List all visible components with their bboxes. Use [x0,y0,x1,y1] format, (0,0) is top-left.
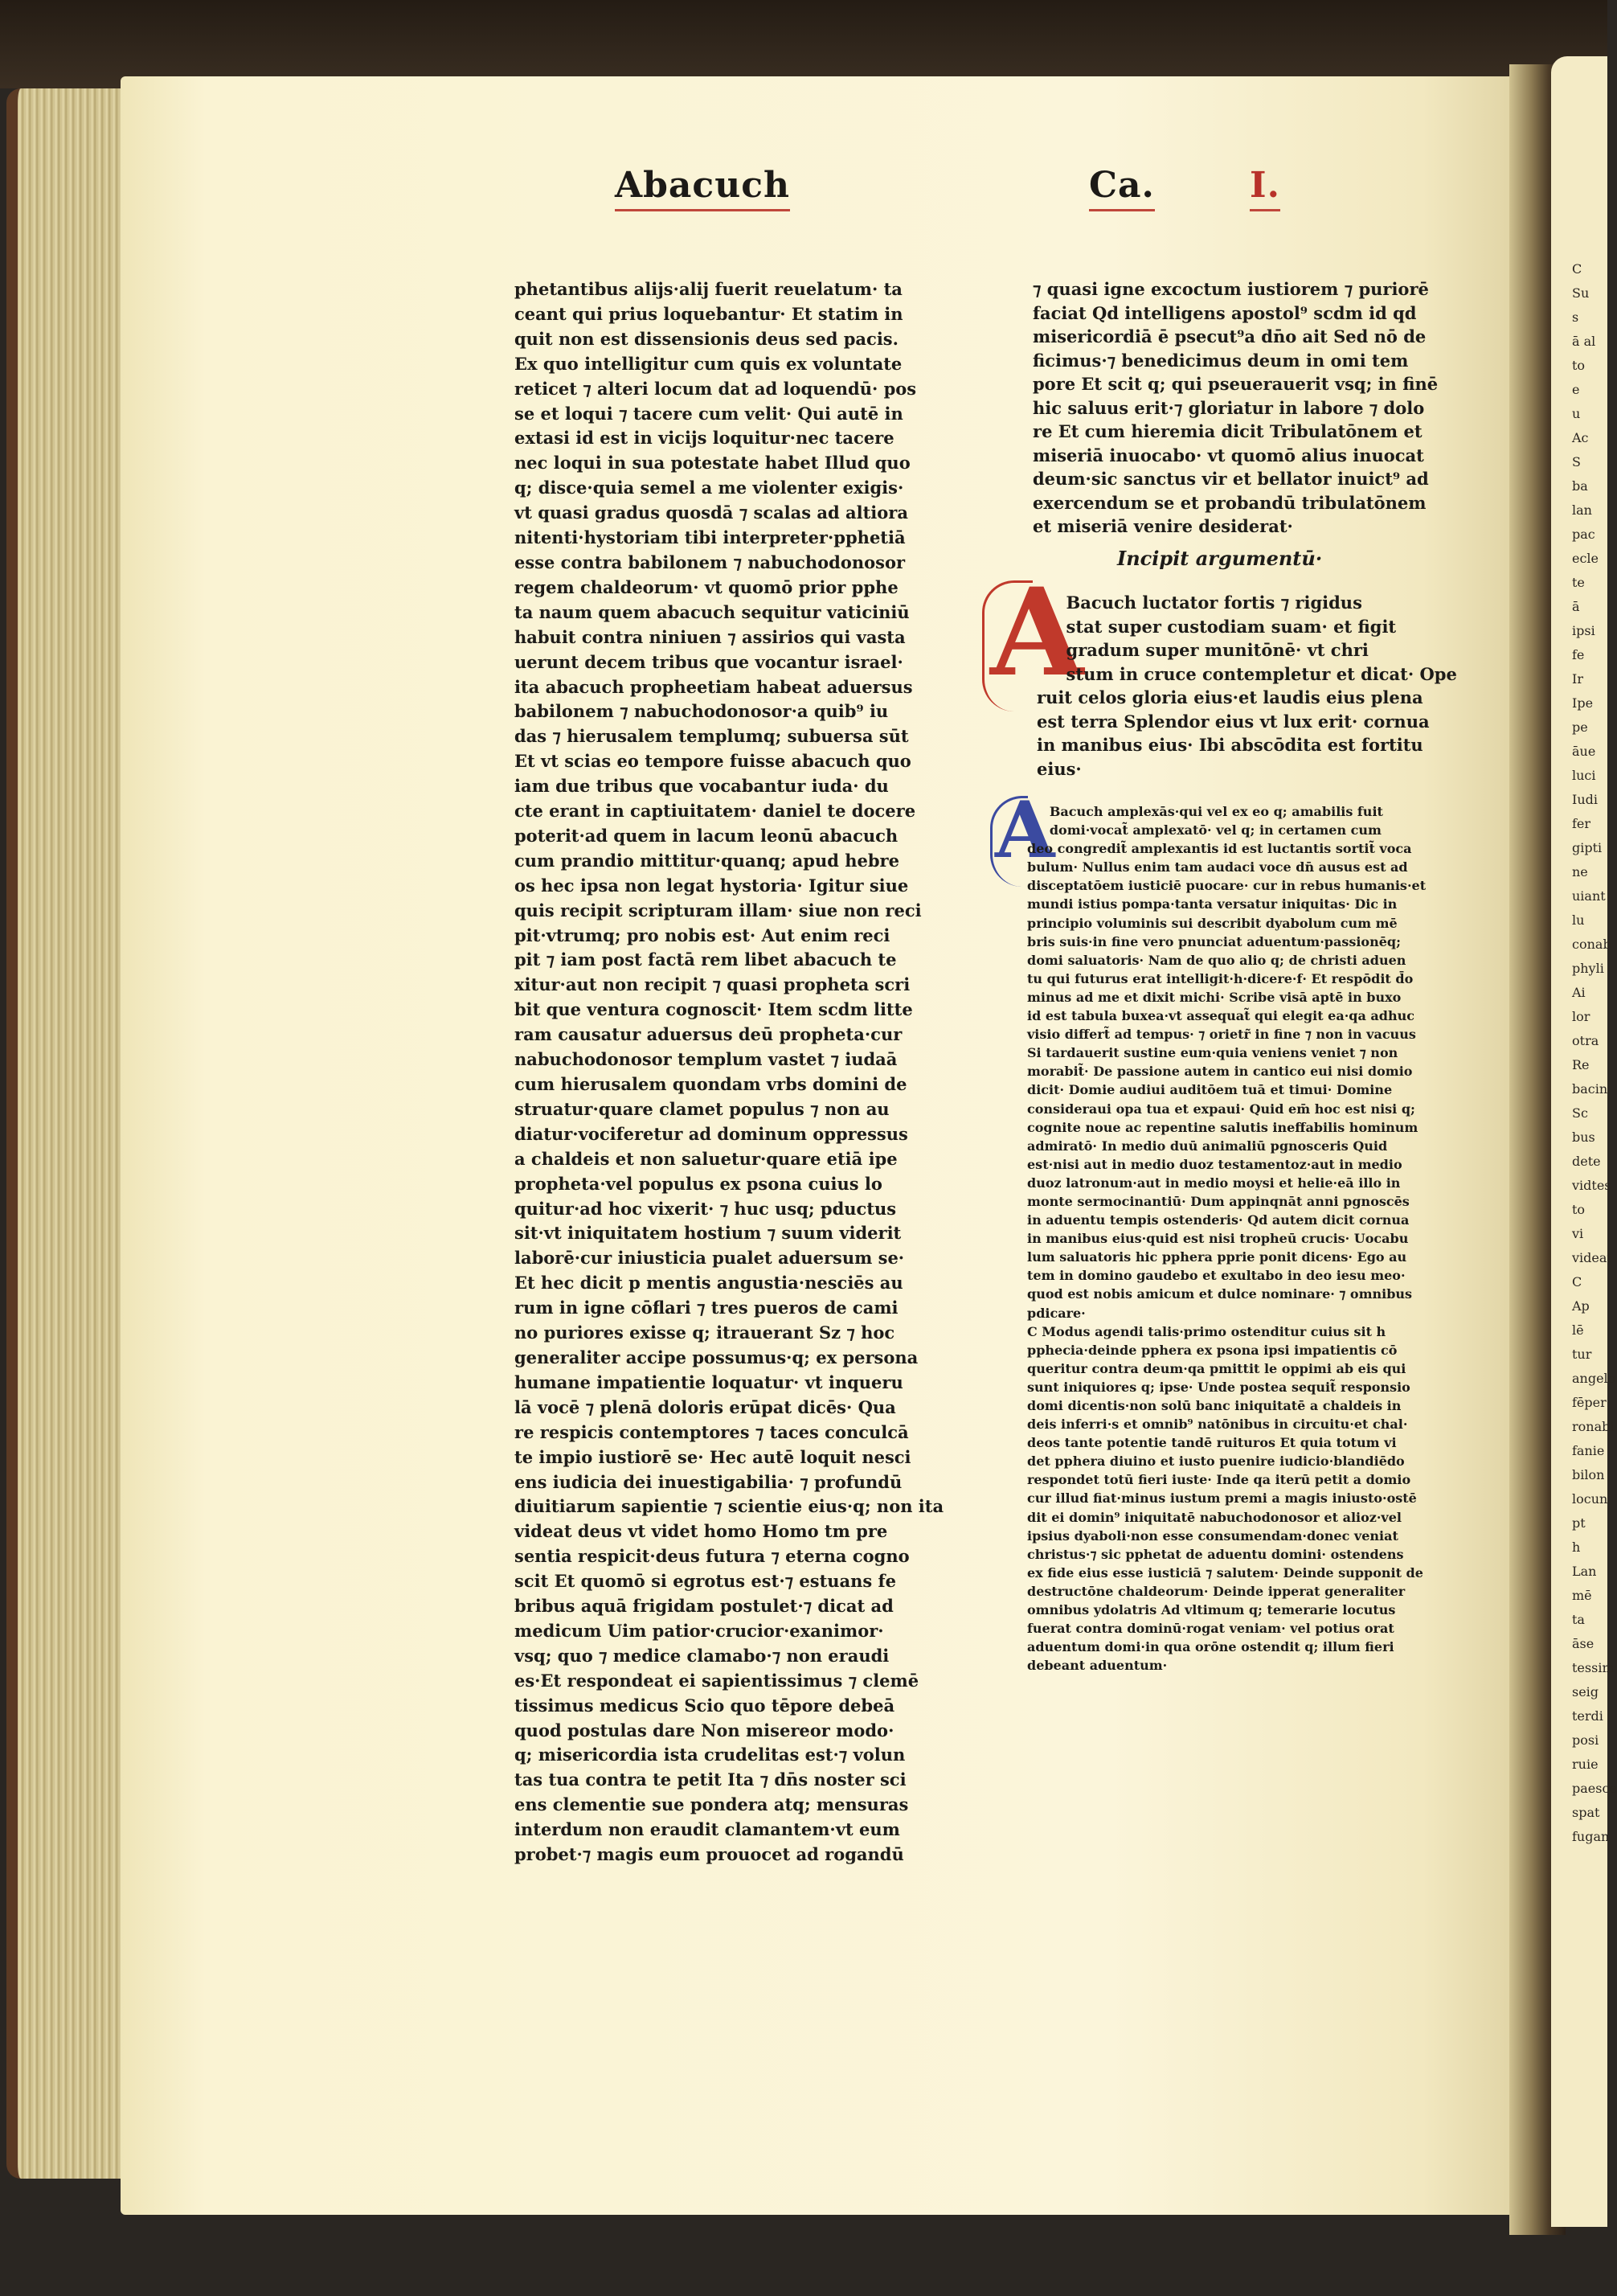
fragment-line: to [1572,358,1586,373]
text-line: Et vt scias eo tempore fuisse abacuch quo [514,751,911,772]
fragment-line: fer [1572,816,1591,831]
text-line: nabuchodonosor templum vastet ⁊ iudaā [514,1049,898,1070]
text-line: misericordiā ē psecut⁹a dn̄o ait Sed nō de [1033,326,1427,346]
text-line: regem chaldeorum· vt quomō prior pphe [514,576,899,597]
text-line: pore Et scit q; qui pseuerauerit vsq; in finē [1033,374,1439,394]
text-line: lā vocē ⁊ plenā doloris erūpat dicēs· Qua [514,1396,896,1417]
commentary-line: ipsius dyaboli·non esse consumendam·donec veniat [1027,1527,1398,1544]
text-line: faciat Qd intelligens apostol⁹ scdm id qd [1033,302,1417,323]
fragment-line: ā [1572,599,1580,614]
commentary-line: deo congredit̃ amplexantis id est luctantis sortit̃ voca [1027,841,1412,857]
fragment-line: fugan [1572,1829,1610,1844]
text-line: se et loqui ⁊ tacere cum velit· Qui autē in [514,403,903,424]
commentary-line: det pphera diuino et iusto puenire iudicio·blandiēdo [1027,1453,1405,1470]
commentary-line: omnibus ydolatris Ad vltimum q; temerarie locutus [1027,1602,1396,1618]
argument-line: stum in cruce contempletur et dicat· Ope [1037,663,1457,684]
text-line: ens clementie sue pondera atq; mensuras [514,1794,909,1815]
text-line: poterit·ad quem in lacum leonū abacuch [514,825,899,846]
text-line: humane impatientie loquatur· vt inqueru [514,1371,903,1392]
fragment-line: te [1572,575,1585,590]
fragment-line: videat [1572,1250,1612,1265]
text-line: hic saluus erit·⁊ gloriatur in labore ⁊ dolo [1033,397,1425,418]
fragment-line: fēper [1572,1395,1607,1410]
text-line: te impio iustiorē se· Hec autē loquit nesci [514,1446,911,1467]
commentary-line: Bacuch amplexās·qui vel ex eo q; amabilis fuit [1027,804,1383,819]
text-line: ceant qui prius loquebantur· Et statim in [514,303,903,324]
text-line: Et hec dicit p mentis angustia·nesciēs au [514,1273,903,1294]
commentary-line: dicit· Domie audiui auditōem tuā et timui· Domine [1027,1082,1393,1098]
text-line: quod postulas dare Non misereor modo· [514,1720,894,1740]
commentary-line: christus·⁊ sic pphetat de aduentu domini· ostendens [1027,1546,1404,1562]
text-line: vt quasi gradus quosdā ⁊ scalas ad altiora [514,502,908,523]
commentary-text [1027,802,1427,1675]
fragment-line: paesce [1572,1781,1617,1796]
running-head-chapter-label [1089,165,1155,221]
commentary-line: monte sermocinantiū· Dum appinqnāt anni pgnoscēs [1027,1193,1410,1209]
fragment-line: āue [1572,744,1596,759]
text-line: deum·sic sanctus vir et bellator inuict⁹ ad [1033,469,1429,489]
commentary-line: admiratō· In medio duū animaliū pgnosceris Quid [1027,1138,1388,1154]
fragment-line: C [1572,261,1582,277]
facing-page-text-fragment [1572,257,1617,1849]
commentary-line: id est tabula buxea·vt assequat̃ qui elegit ea·qa adhuc [1027,1008,1414,1024]
fragment-line: pt [1572,1515,1586,1531]
fragment-line: ba [1572,478,1588,494]
red-illuminated-initial: A [990,562,1084,703]
text-line: generaliter accipe possumus·q; ex persona [514,1347,919,1367]
text-line: bit que ventura cognoscit· Item scdm litte [514,999,913,1020]
fragment-line: Re [1572,1057,1590,1072]
text-line: quis recipit scripturam illam· siue non reci [514,900,922,920]
argument-line: ruit celos gloria eius·et laudis eius plena [1037,687,1423,707]
commentary-line: sunt iniquiores q; ipse· Unde postea sequit̃ responsio [1027,1379,1410,1395]
fragment-line: Iudi [1572,792,1598,807]
fragment-line: tessim [1572,1660,1615,1675]
text-line: phetantibus alijs·alij fuerit reuelatum· ta [514,279,903,299]
fragment-line: luci [1572,768,1596,783]
text-line: q; disce·quia semel a me violenter exigis· [514,478,904,498]
fragment-line: dete [1572,1154,1601,1169]
fragment-line: āse [1572,1636,1594,1651]
commentary-line: est·nisi aut in medio duoz testamentoz·aut in medio [1027,1156,1402,1172]
fragment-line: to [1572,1202,1586,1217]
fragment-line: Su [1572,285,1590,301]
text-line: miseriā inuocabo· vt quomō alius inuocat [1033,445,1424,465]
text-line: probet·⁊ magis eum prouocet ad rogandū [514,1844,904,1865]
text-line: interdum non eraudit clamantem·vt eum [514,1819,900,1840]
commentary-line: Si tardauerit sustine eum·quia veniens veniet ⁊ non [1027,1045,1398,1061]
commentary-line: dit ei domin⁹ iniquitatē nabuchodonosor et alioz·vel [1027,1509,1402,1525]
argument-line: gradum super munitōnē· vt chri [1037,640,1369,660]
commentary-line: minus ad me et dixit michi· Scribe visā aptē in buxo [1027,989,1402,1005]
text-line: quit non est dissensionis deus sed pacis. [514,328,899,349]
fragment-line: fe [1572,647,1585,662]
running-head-left [615,165,790,221]
fragment-line: pac [1572,527,1595,542]
fragment-line: ronabi [1572,1419,1615,1434]
running-head-title: Abacuch [615,165,790,211]
fragment-line: otra [1572,1033,1599,1048]
fragment-line: lu [1572,912,1585,928]
commentary-line: aduentum domi·in qua orōne ostendit q; illum fieri [1027,1639,1394,1655]
argument-heading: Incipit argumentū· [1117,547,1323,570]
commentary-line: respondet totū fieri iuste· Inde qa iterū petit a domio [1027,1472,1411,1488]
fragment-line: lan [1572,502,1592,518]
fragment-line: uiant [1572,888,1606,904]
text-line: iam due tribus que vocabantur iuda· du [514,776,889,797]
fragment-line: bus [1572,1130,1595,1145]
fragment-line: Sc [1572,1105,1588,1121]
fragment-line: bacin [1572,1081,1608,1097]
fragment-line: gipti [1572,840,1603,855]
text-line: sentia respicit·deus futura ⁊ eterna cogno [514,1546,910,1567]
text-line: esse contra babilonem ⁊ nabuchodonosor [514,551,906,572]
fragment-line: Ai [1572,985,1586,1000]
commentary-line: destructōne chaldeorum· Deinde ipperat generaliter [1027,1583,1406,1599]
fragment-line: e [1572,382,1580,397]
commentary-line: visio differt̃ ad tempus· ⁊ orietr̃ in fine ⁊ non in vacuus [1027,1027,1416,1043]
chapter-label: Ca. [1089,165,1155,211]
commentary-line: C Modus agendi talis·primo ostenditur cuius sit h [1027,1323,1386,1339]
text-line: ta naum quem abacuch sequitur vaticiniū [514,601,910,622]
text-line: bribus aquā frigidam postulet·⁊ dicat ad [514,1596,894,1617]
argument-line: Bacuch luctator fortis ⁊ rigidus [1037,592,1362,613]
text-line: exercendum se et probandū tribulatōnem [1033,492,1427,513]
text-line: re Et cum hieremia dicit Tribulatōnem et [1033,421,1423,441]
fragment-line: ta [1572,1612,1585,1627]
text-line: a chaldeis et non saluetur·quare etiā ipe [514,1148,898,1169]
fragment-line: tur [1572,1347,1592,1362]
fragment-line: ā al [1572,334,1596,349]
text-line: scit Et quomō si egrotus est·⁊ estuans fe [514,1571,896,1592]
commentary-line: tu qui futurus erat intelligit·h·dicere·f· Et respōdit d̄o [1027,970,1414,986]
fragment-line: locun [1572,1491,1608,1507]
fragment-line: bilon [1572,1467,1605,1482]
commentary-line: domi saluatoris· Nam de quo alio q; de christi aduen [1027,952,1406,968]
commentary-line: bris suis·in fine vero pnunciat aduentum·passionēq; [1027,933,1401,949]
binding-edge [0,0,1607,88]
fragment-line: seig [1572,1684,1599,1699]
commentary-line: domi·vocat̃ amplexatō· vel q; in certamen cum [1027,822,1382,838]
text-line: xitur·aut non recipit ⁊ quasi propheta scri [514,974,911,995]
text-line: medicum Uim patior·crucior·exanimor· [514,1620,884,1641]
text-line: sit·vt iniquitatem hostium ⁊ suum viderit [514,1223,902,1244]
text-line: ⁊ quasi igne excoctum iustiorem ⁊ puriorē [1033,279,1429,299]
commentary-line: lum saluatoris hic pphera pprie ponit dicens· Ego au [1027,1249,1407,1265]
commentary-line: cognite noue ac repentine salutis ineffabilis hominum [1027,1119,1418,1135]
fragment-line: ipsi [1572,623,1595,638]
text-line: Ex quo intelligitur cum quis ex voluntate [514,353,903,374]
commentary-line: debeant aduentum· [1027,1658,1168,1674]
text-line: quitur·ad hoc vixerit· ⁊ huc usq; pductus [514,1198,897,1219]
text-line: das ⁊ hierusalem templumq; subuersa sūt [514,726,909,747]
commentary-line: morabit̃· De passione autem in cantico eui nisi domio [1027,1064,1413,1080]
text-line: nec loqui in sua potestate habet Illud quo [514,453,911,474]
text-line: ita abacuch propheetiam habeat aduersus [514,676,913,697]
text-line: pit ⁊ iam post factā rem libet abacuch te [514,949,897,970]
text-line: diuitiarum sapientie ⁊ scientie eius·q; non ita [514,1496,944,1517]
argument-line: in manibus eius· Ibi abscōdita est fortitu [1037,735,1423,755]
commentary-line: duoz latronum·aut in medio moysi et helie·eā illo in [1027,1175,1401,1191]
fragment-line: mē [1572,1588,1592,1603]
fragment-line: vi [1572,1226,1584,1241]
fragment-line: Ipe [1572,695,1594,711]
commentary-line: deos tante potentie tandē ruituros Et quia totum vi [1027,1435,1397,1451]
text-line: habuit contra niniuen ⁊ assirios qui vasta [514,626,906,647]
argument-line: stat super custodiam suam· et figit [1037,616,1397,637]
blue-illuminated-initial: A [995,785,1055,875]
text-line: pit·vtrumq; pro nobis est· Aut enim reci [514,925,890,945]
text-line: babilonem ⁊ nabuchodonosor·a quib⁹ iu [514,701,889,722]
text-line: es·Et respondeat ei sapientissimus ⁊ clemē [514,1670,919,1691]
fragment-line: Ap [1572,1298,1590,1314]
fragment-line: lor [1572,1009,1590,1024]
text-line: videat deus vt videt homo Homo tm pre [514,1521,888,1542]
fragment-line: posi [1572,1732,1599,1748]
fragment-line: ruie [1572,1757,1599,1772]
right-text-column-top [1033,277,1439,539]
text-line: reticet ⁊ alteri locum dat ad loquendū· pos [514,378,917,399]
text-line: propheta·vel populus ex psona cuius lo [514,1173,882,1194]
text-line: et miseriā venire desiderat· [1033,516,1293,536]
fragment-line: u [1572,406,1581,421]
fragment-line: vidtes [1572,1178,1611,1193]
commentary-line: tem in domino gaudebo et exultabo in deo iesu meo· [1027,1268,1406,1284]
commentary-line: consideraui opa tua et expaui· Quid em̄ hoc est nisi q; [1027,1101,1415,1117]
text-line: cum prandio mittitur·quanq; apud hebre [514,850,899,871]
text-line: diatur·vociferetur ad dominum oppressus [514,1123,908,1144]
fragment-line: h [1572,1540,1581,1555]
commentary-line: in manibus eius·quid est nisi tropheū crucis· Uocabu [1027,1231,1409,1247]
argument-line: eius· [1037,758,1082,779]
text-line: q; misericordia ista crudelitas est·⁊ volun [514,1745,906,1765]
commentary-line: domi dicentis·non solū banc iniquitatē a chaldeis in [1027,1398,1402,1413]
commentary-line: quod est nobis amicum et dulce nominare· ⁊ omnibus [1027,1286,1413,1302]
fragment-line: Ir [1572,671,1583,687]
text-line: ram causatur aduersus deū propheta·cur [514,1024,903,1045]
text-line: uerunt decem tribus que vocantur israel· [514,651,903,672]
fragment-line: lē [1572,1322,1584,1338]
text-line: nitenti·hystoriam tibi interpreter·pphetiā [514,527,906,548]
text-line: rum in igne cōflari ⁊ tres pueros de cami [514,1298,899,1318]
text-line: cte erant in captiuitatem· daniel te docere [514,801,916,822]
commentary-line: pdicare· [1027,1305,1086,1321]
text-line: os hec ipsa non legat hystoria· Igitur siue [514,875,909,896]
commentary-line: deis inferri·s et omnib⁹ natōnibus in circuitu·et chal· [1027,1417,1408,1433]
chapter-number: I. [1250,165,1280,211]
fragment-line: conab [1572,937,1611,952]
fragment-line: Lan [1572,1564,1597,1579]
commentary-line: fuerat contra dominū·rogat veniam· vel potius orat [1027,1621,1394,1637]
fragment-line: pe [1572,720,1588,735]
fragment-line: s [1572,310,1579,325]
commentary-line: mundi istius pompa·tanta versatur iniquitas· Dic in [1027,896,1398,912]
text-line: tissimus medicus Scio quo tēpore debeā [514,1695,895,1716]
text-line: ficimus·⁊ benedicimus deum in omi tem [1033,350,1409,371]
text-line: re respicis contemptores ⁊ taces conculcā [514,1421,909,1442]
fragment-line: spat [1572,1805,1600,1820]
text-line: no puriores exisse q; itrauerant Sz ⁊ hoc [514,1322,895,1343]
commentary-line: pphecia·deinde pphera ex psona ipsi impatientis cō [1027,1342,1398,1358]
fragment-line: fanie [1572,1443,1605,1458]
commentary-line: ex fide eius esse iusticiā ⁊ salutem· Deinde supponit de [1027,1564,1423,1581]
fragment-line: angelo [1572,1371,1616,1386]
page-fore-edge [6,88,138,2179]
fragment-line: S [1572,454,1581,469]
fragment-line: terdi [1572,1708,1603,1724]
commentary-line: in aduentu tempis ostenderis· Qd autem dicit cornua [1027,1212,1410,1228]
text-line: vsq; quo ⁊ medice clamabo·⁊ non eraudi [514,1645,890,1666]
commentary-line: disceptatōem iusticiē puocare· cur in rebus humanis·et [1027,878,1427,894]
text-line: extasi id est in vicijs loquitur·nec tacere [514,428,894,449]
fragment-line: ne [1572,864,1588,879]
text-line: cum hierusalem quondam vrbs domini de [514,1074,907,1094]
commentary-line: bulum· Nullus enim tam audaci voce dn̄ ausus est ad [1027,859,1408,875]
commentary-line: cur illud fiat·minus iustum premi a magis iniusto·ostē [1027,1490,1417,1507]
fragment-line: phyli [1572,961,1604,976]
text-line: struatur·quare clamet populus ⁊ non au [514,1098,890,1119]
left-text-column [514,277,944,1868]
commentary-line: principio voluminis sui describit dyabolum cum mē [1027,915,1398,931]
fragment-line: Ac [1572,430,1589,445]
commentary-line: queritur contra deum·qa pmittit le oppimi ab eis qui [1027,1360,1406,1376]
fragment-line: C [1572,1274,1582,1289]
running-head-chapter-number [1250,165,1280,221]
argument-text [1037,591,1457,781]
text-line: laborē·cur iniusticia pualet aduersum se· [514,1248,905,1269]
text-line: tas tua contra te petit Ita ⁊ dn̄s noster sci [514,1769,907,1790]
text-line: ens iudicia dei inuestigabilia· ⁊ profundū [514,1471,903,1492]
fragment-line: ecle [1572,551,1599,566]
argument-line: est terra Splendor eius vt lux erit· cornua [1037,711,1430,732]
